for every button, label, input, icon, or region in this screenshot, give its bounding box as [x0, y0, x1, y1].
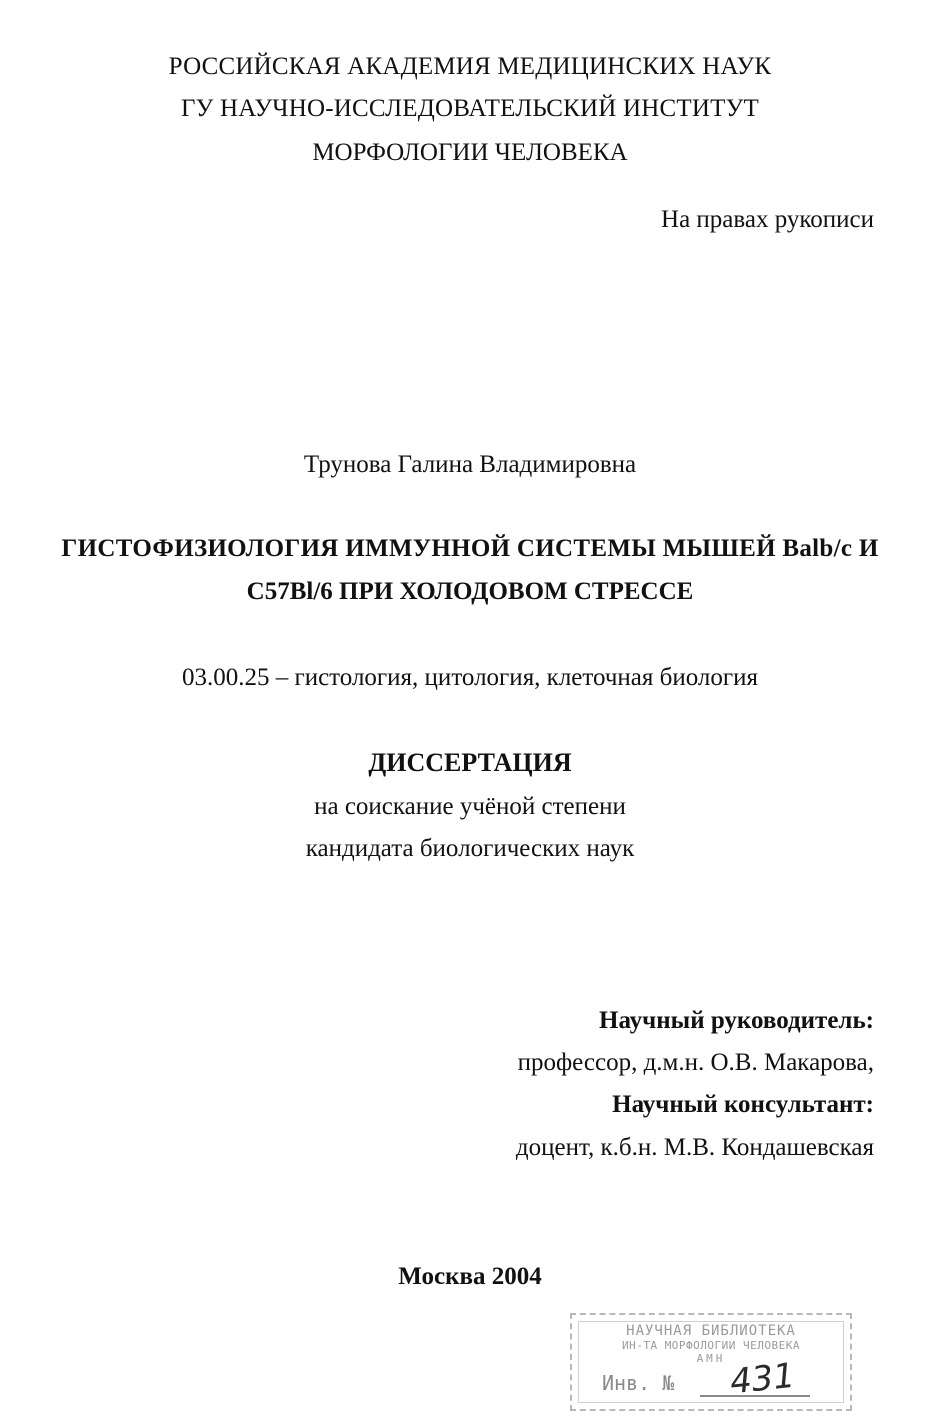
degree-line-1: на соискание учёной степени [314, 793, 626, 820]
institution-line-1: РОССИЙСКАЯ АКАДЕМИЯ МЕДИЦИНСКИХ НАУК [168, 53, 772, 80]
thesis-title-line-2: C57Bl/6 ПРИ ХОЛОДОВОМ СТРЕССЕ [246, 578, 694, 605]
author-name: Трунова Галина Владимировна [303, 451, 637, 478]
library-stamp [570, 1313, 852, 1411]
degree-line-2: кандидата биологических наук [305, 835, 635, 862]
stamp-academy: АМН [696, 1352, 726, 1365]
supervisor-label: Научный руководитель: [599, 1007, 874, 1034]
stamp-library-name: НАУЧНАЯ БИБЛИОТЕКА [626, 1323, 796, 1339]
manuscript-note: На правах рукописи [661, 206, 874, 233]
supervisor-name: профессор, д.м.н. О.В. Макарова, [517, 1049, 874, 1076]
document-type: ДИССЕРТАЦИЯ [368, 748, 572, 777]
consultant-label: Научный консультант: [612, 1091, 874, 1118]
stamp-inventory-number: 431 [728, 1355, 797, 1403]
stamp-inventory-label: Инв. № [602, 1371, 675, 1395]
city-year: Москва 2004 [398, 1263, 542, 1290]
consultant-name: доцент, к.б.н. М.В. Кондашевская [515, 1134, 874, 1161]
thesis-title-line-1: ГИСТОФИЗИОЛОГИЯ ИММУННОЙ СИСТЕМЫ МЫШЕЙ Balb/c И [61, 535, 879, 562]
institution-line-2: ГУ НАУЧНО-ИССЛЕДОВАТЕЛЬСКИЙ ИНСТИТУТ [181, 95, 759, 122]
institution-line-3: МОРФОЛОГИИ ЧЕЛОВЕКА [312, 139, 628, 166]
stamp-institute-name: ИН-ТА МОРФОЛОГИИ ЧЕЛОВЕКА [621, 1339, 801, 1352]
specialty-code: 03.00.25 – гистология, цитология, клеточная биология [181, 664, 759, 691]
